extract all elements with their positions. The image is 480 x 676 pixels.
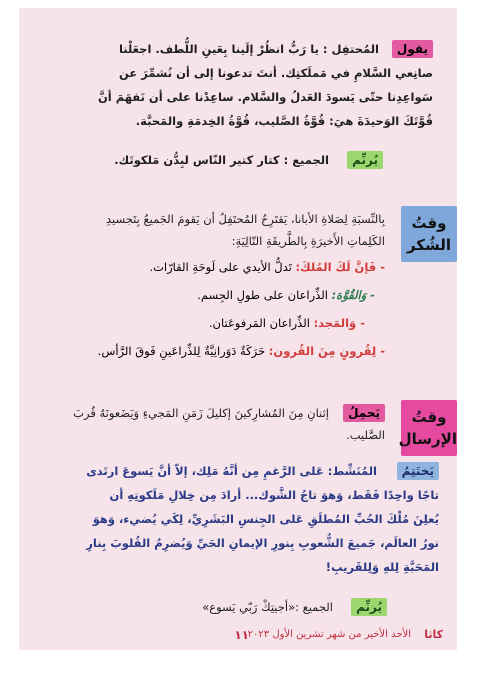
intro-line-1: بِالنِّسبَةِ لِصَلاةِ الأبانا، يَقتَرِحُ المُحتَفِلُ أن يَقومَ الجَميعُ بِتَجسيدِ: [105, 212, 385, 226]
close-line-2: تاجًا واحِدًا فَقَط، وَهوَ تاجُ الشَّوك... أرادَ مِن خِلالِ مَلَكوتِهِ أن: [109, 488, 439, 502]
intro-line-2: الكَلِماتِ الأَخيرَةِ بِالطَّريقَةِ التّالِيَةِ:: [231, 234, 385, 248]
speaker-tag-sings: يُرنِّم: [347, 151, 383, 169]
speaker-tag-conclude: يَختَتِمُ: [397, 462, 439, 480]
bullet-glory: [209, 316, 365, 330]
page-number: ١١: [234, 628, 249, 642]
footer-subtitle: الأحد الأخير من شهر تشرين الأول ٢٠٢٣: [247, 629, 411, 640]
side-label-thanks-line1: وقتُ: [411, 214, 447, 232]
close-line-5: المَحَبَّةِ لِلهِ وَلِلقَريبِ!: [325, 560, 439, 574]
carry-line-2: الصَّليب.: [346, 428, 385, 442]
prayer-line-3: سَواعِدِنا حتّى يَسودَ العَدلُ والسَّلام. ساعِدْنا على أن نَفهَمَ أنَّ: [97, 90, 433, 104]
bullet-power-text: الذِّراعان على طولِ الجِسم.: [197, 288, 328, 302]
bullet-ages: [98, 344, 385, 358]
bullet-ages-text: حَرَكَةٌ دَوَرانِيَّةٌ لِلذِّراعَينِ فَوقَ الرَّأس.: [97, 344, 266, 358]
prayer-line-4: قُوَّتَكَ الوَحيدَةَ هيَ: قُوَّةُ الصَّليب، قُوَّةُ الخِدمَةِ والمَحبَّة.: [135, 114, 433, 128]
close-line-4: نورُ العالَم، جَميعَ الشُّعوبِ بِنورِ الإيمانِ الحَيِّ وَيُضرِمُ القُلوبَ بِنارِ: [86, 536, 439, 550]
final-response-line: الجميع :«أجيتِكْ رَبّي يَسوع»: [202, 600, 333, 614]
carry-line-1: إثنانِ مِنَ المُشارِكينَ إكليلَ زَمَنِ المَجيءِ وَيَضَعونَهُ قُربَ: [73, 406, 329, 420]
side-label-sending-line2: الإرسال: [398, 430, 457, 448]
side-label-thanks: [401, 206, 457, 262]
side-label-sending: [398, 400, 457, 456]
close-line-3: يُعلِنَ مُلْكَ الحُبِّ المُطلَقِ عَلى الجِنسِ البَشَرِيِّ، لِكَي يُضيء، وَهوَ: [92, 512, 439, 526]
speaker-tag-says: يقول: [392, 40, 433, 58]
prayer-line-1: المُحتفِل : يا رَبُّ انظُرْ إلَينا بِعَينِ اللُّطف. اجعَلْنا: [118, 42, 379, 56]
bullet-glory-text: الذِّراعان المَرفوعَتان.: [208, 316, 310, 330]
bullet-power-key: - وَالقُوَّة:: [331, 288, 375, 302]
speaker-tag-carry: يَحمِلُ: [343, 404, 385, 422]
bullet-ages-key: - لِقُرونٍ مِنَ القُرون:: [268, 344, 385, 358]
brand-logo: كاثا: [424, 628, 443, 641]
bullet-glory-key: - وَالمَجد:: [313, 316, 365, 330]
bullet-power: [197, 288, 375, 302]
side-label-thanks-line2: الشُكر: [406, 236, 452, 254]
side-label-sending-line1: وقتُ: [411, 408, 447, 426]
close-line-1: المُنَشِّط: عَلى الرَّغمِ مِن أنَّهُ مَلِك، إلاّ أنَّ يَسوعَ ارتَدى: [86, 464, 377, 478]
bullet-kingdom-text: تَدلُّ الأيدي على لَوحَةِ القارّات.: [149, 260, 292, 274]
page: [19, 8, 457, 650]
response-line: الجميع : كتار كتير النّاس لبِدُّن مَلكوتَك.: [114, 153, 329, 167]
bullet-kingdom-key: - فَإنَّ لَكَ المُلكَ:: [295, 260, 385, 274]
bullet-kingdom: [149, 260, 385, 274]
speaker-tag-sings-2: يُرنِّم: [351, 598, 387, 616]
prayer-line-2: صانِعي السَّلامِ في مَملَكتِك. أنتَ تدعونا إلى أن نُشمِّرَ عن: [118, 66, 433, 80]
